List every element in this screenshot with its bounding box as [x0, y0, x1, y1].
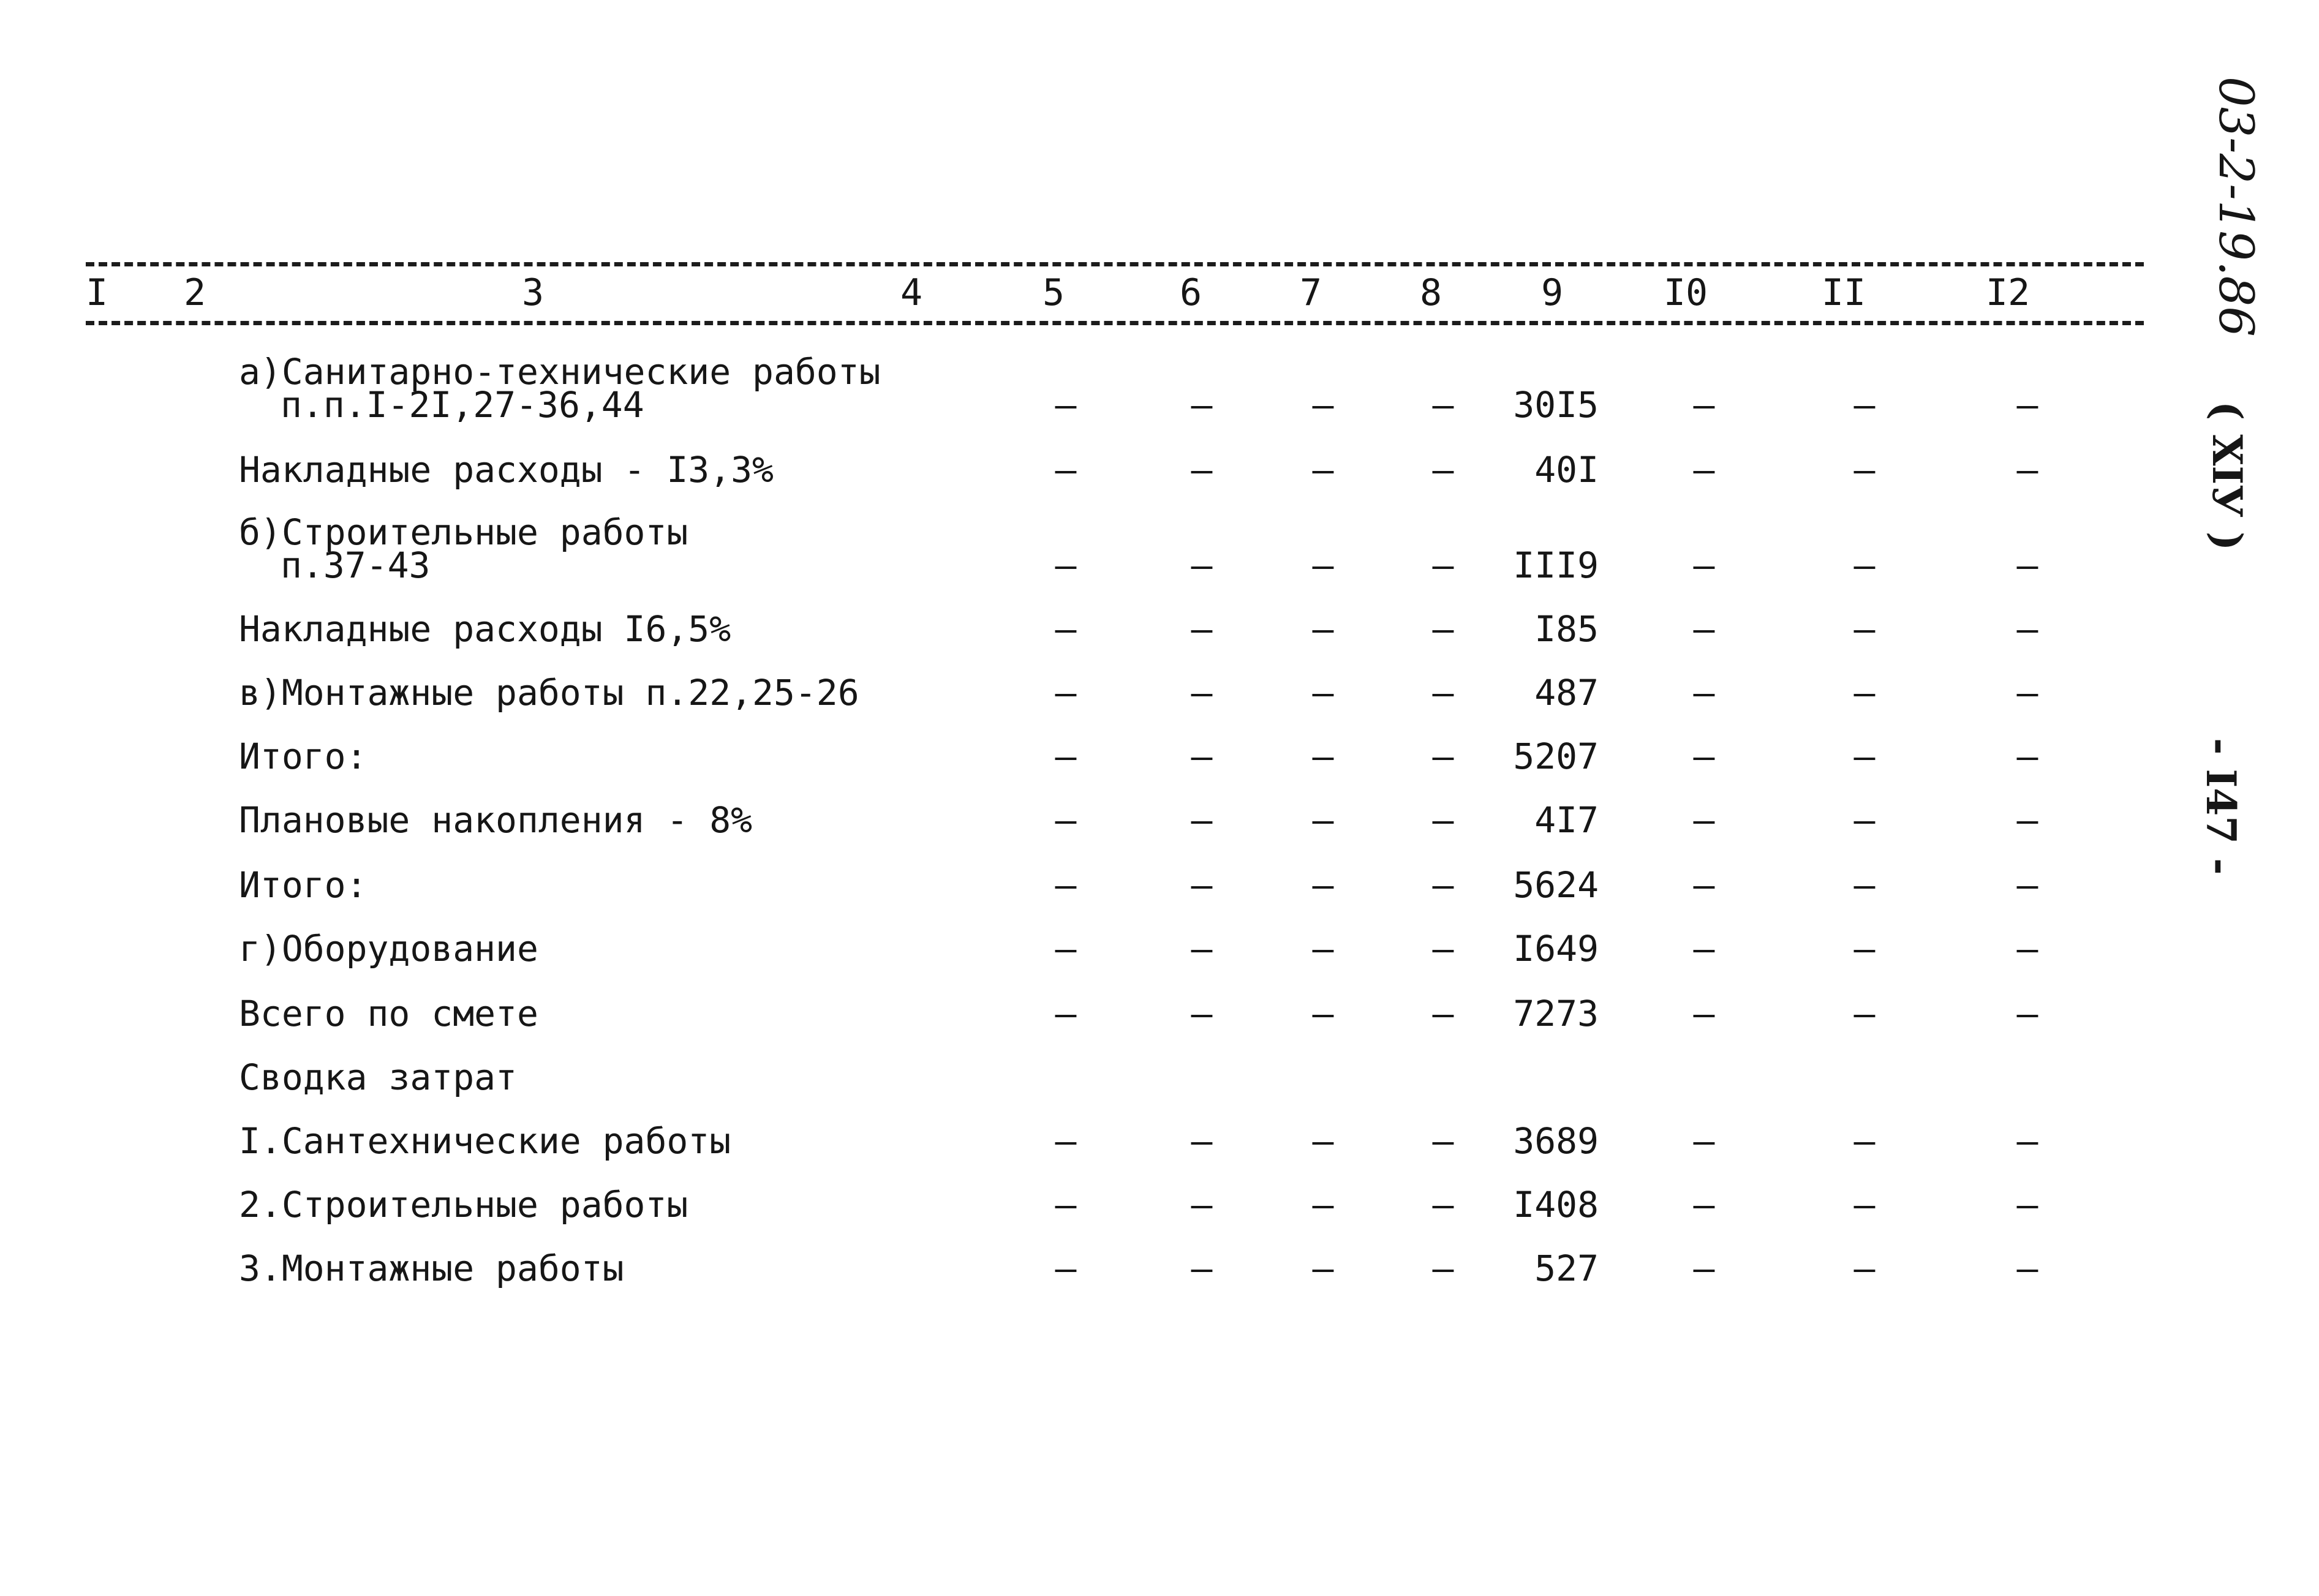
cell-col-8: –	[1432, 864, 1454, 906]
cell-col-9-value: 4I7	[1534, 799, 1599, 841]
cell-col-5: –	[1055, 449, 1077, 491]
row-label	[239, 736, 368, 777]
cell-col-12: –	[2016, 864, 2038, 906]
cell-col-12: –	[2016, 1120, 2038, 1162]
cell-col-10: –	[1693, 1120, 1715, 1162]
cell-col-12: –	[2016, 1184, 2038, 1225]
col-header-5: 5	[1042, 271, 1065, 314]
cell-col-8: –	[1432, 1248, 1454, 1289]
cell-col-10: –	[1693, 384, 1715, 426]
cell-col-11: –	[1853, 384, 1876, 426]
doc-code-handwritten: 03-2-19.86	[2208, 77, 2263, 337]
cell-col-9-value: I649	[1513, 928, 1599, 969]
cell-col-9-value: III9	[1513, 544, 1599, 586]
cell-col-8: –	[1432, 1184, 1454, 1225]
row-label	[239, 1184, 688, 1225]
row-label-line: I.Сантехнические работы	[239, 1120, 731, 1162]
cell-col-11: –	[1853, 799, 1876, 841]
cell-col-7: –	[1312, 928, 1334, 969]
cell-col-7: –	[1312, 1248, 1334, 1289]
cell-col-7: –	[1312, 672, 1334, 713]
cell-col-11: –	[1853, 449, 1876, 491]
cell-col-7: –	[1312, 799, 1334, 841]
header-top-rule	[86, 262, 2144, 266]
header-bottom-rule	[86, 321, 2144, 325]
row-label	[239, 928, 538, 969]
row-label-line: Сводка затрат	[239, 1056, 517, 1098]
cell-col-10: –	[1693, 449, 1715, 491]
cell-col-12: –	[2016, 449, 2038, 491]
cell-col-10: –	[1693, 993, 1715, 1034]
row-label-subline: п.37-43	[281, 544, 431, 586]
col-header-3: 3	[521, 271, 545, 314]
table-row	[0, 841, 2205, 906]
cell-col-6: –	[1191, 1184, 1213, 1225]
cell-col-5: –	[1055, 1184, 1077, 1225]
table-row	[0, 1097, 2205, 1162]
cell-col-8: –	[1432, 736, 1454, 777]
cell-col-7: –	[1312, 864, 1334, 906]
row-label-line: в)Монтажные работы п.22,25-26	[239, 672, 859, 713]
cell-col-5: –	[1055, 608, 1077, 650]
cell-col-8: –	[1432, 928, 1454, 969]
cell-col-10: –	[1693, 1184, 1715, 1225]
cell-col-7: –	[1312, 1184, 1334, 1225]
cell-col-5: –	[1055, 864, 1077, 906]
cell-col-7: –	[1312, 1120, 1334, 1162]
row-label-subline: п.п.I-2I,27-36,44	[281, 384, 644, 426]
cell-col-6: –	[1191, 993, 1213, 1034]
cell-col-11: –	[1853, 928, 1876, 969]
row-label	[239, 864, 368, 906]
cell-col-7: –	[1312, 544, 1334, 586]
cell-col-10: –	[1693, 672, 1715, 713]
cell-col-8: –	[1432, 544, 1454, 586]
cell-col-6: –	[1191, 799, 1213, 841]
table-row	[0, 426, 2205, 491]
cell-col-10: –	[1693, 799, 1715, 841]
table-row	[0, 649, 2205, 713]
cell-col-11: –	[1853, 1248, 1876, 1289]
cell-col-12: –	[2016, 736, 2038, 777]
cell-col-5: –	[1055, 799, 1077, 841]
cell-col-6: –	[1191, 608, 1213, 650]
cell-col-9-value: 40I	[1534, 449, 1599, 491]
cell-col-9-value: 30I5	[1513, 384, 1599, 426]
cell-col-8: –	[1432, 993, 1454, 1034]
col-header-4: 4	[900, 271, 923, 314]
cell-col-8: –	[1432, 799, 1454, 841]
cell-col-6: –	[1191, 736, 1213, 777]
cell-col-11: –	[1853, 608, 1876, 650]
cell-col-9-value: I408	[1513, 1184, 1599, 1225]
cell-col-12: –	[2016, 544, 2038, 586]
col-header-6: 6	[1179, 271, 1202, 314]
cell-col-6: –	[1191, 672, 1213, 713]
col-header-2: 2	[183, 271, 206, 314]
cell-col-9-value: 5207	[1513, 736, 1599, 777]
cell-col-12: –	[2016, 1248, 2038, 1289]
cell-col-12: –	[2016, 672, 2038, 713]
row-label	[239, 1248, 624, 1289]
cell-col-12: –	[2016, 993, 2038, 1034]
row-label-line: Накладные расходы - I3,3%	[239, 449, 774, 491]
cell-col-5: –	[1055, 672, 1077, 713]
row-label-line: а)Санитарно-технические работы	[239, 351, 881, 393]
cell-col-11: –	[1853, 672, 1876, 713]
row-label-line: б)Строительные работы	[239, 511, 688, 553]
cell-col-8: –	[1432, 672, 1454, 713]
cell-col-6: –	[1191, 544, 1213, 586]
cell-col-5: –	[1055, 736, 1077, 777]
cell-col-11: –	[1853, 993, 1876, 1034]
cell-col-8: –	[1432, 1120, 1454, 1162]
row-label-line: Накладные расходы I6,5%	[239, 608, 731, 650]
row-label	[239, 449, 774, 491]
cell-col-9-value: 5624	[1513, 864, 1599, 906]
page-number: - I47 -	[2197, 738, 2245, 875]
cell-col-7: –	[1312, 449, 1334, 491]
cell-col-10: –	[1693, 544, 1715, 586]
table-row	[0, 905, 2205, 969]
row-label	[239, 511, 688, 586]
cell-col-11: –	[1853, 1184, 1876, 1225]
table-row	[0, 970, 2205, 1034]
row-label	[239, 1120, 731, 1162]
table-row	[0, 1034, 2205, 1098]
col-header-9: 9	[1540, 271, 1564, 314]
cell-col-5: –	[1055, 384, 1077, 426]
cell-col-7: –	[1312, 993, 1334, 1034]
col-header-12: I2	[1985, 271, 2031, 314]
cell-col-5: –	[1055, 544, 1077, 586]
cell-col-12: –	[2016, 928, 2038, 969]
cell-col-9-value: 487	[1534, 672, 1599, 713]
cell-col-6: –	[1191, 864, 1213, 906]
row-label	[239, 799, 753, 841]
row-label	[239, 351, 881, 426]
cell-col-5: –	[1055, 993, 1077, 1034]
row-label	[239, 672, 859, 713]
cell-col-8: –	[1432, 384, 1454, 426]
cell-col-6: –	[1191, 928, 1213, 969]
cell-col-9-value: I85	[1534, 608, 1599, 650]
row-label-line: Итого:	[239, 736, 368, 777]
col-header-8: 8	[1419, 271, 1442, 314]
cell-col-11: –	[1853, 544, 1876, 586]
cell-col-5: –	[1055, 1120, 1077, 1162]
row-label	[239, 608, 731, 650]
cell-col-10: –	[1693, 608, 1715, 650]
row-label-line: Всего по смете	[239, 993, 538, 1034]
col-header-1: I	[85, 271, 108, 314]
cell-col-9-value: 7273	[1513, 993, 1599, 1034]
cell-col-7: –	[1312, 736, 1334, 777]
cell-col-10: –	[1693, 928, 1715, 969]
table-row	[0, 585, 2205, 650]
row-label-line: г)Оборудование	[239, 928, 538, 969]
col-header-11: II	[1821, 271, 1866, 314]
row-label-line: Плановые накопления - 8%	[239, 799, 753, 841]
row-label	[239, 1056, 517, 1098]
cell-col-9-value: 3689	[1513, 1120, 1599, 1162]
cell-col-10: –	[1693, 864, 1715, 906]
table-row	[0, 1161, 2205, 1225]
cell-col-6: –	[1191, 384, 1213, 426]
table-row	[0, 713, 2205, 777]
row-label-line: 3.Монтажные работы	[239, 1248, 624, 1289]
cell-col-6: –	[1191, 1120, 1213, 1162]
row-label-line: 2.Строительные работы	[239, 1184, 688, 1225]
cell-col-12: –	[2016, 384, 2038, 426]
cell-col-8: –	[1432, 449, 1454, 491]
table-row	[0, 351, 2205, 426]
cell-col-11: –	[1853, 736, 1876, 777]
cell-col-8: –	[1432, 608, 1454, 650]
cell-col-6: –	[1191, 1248, 1213, 1289]
cell-col-10: –	[1693, 736, 1715, 777]
cell-col-11: –	[1853, 864, 1876, 906]
table-row	[0, 511, 2205, 586]
cell-col-7: –	[1312, 384, 1334, 426]
cell-col-10: –	[1693, 1248, 1715, 1289]
cell-col-5: –	[1055, 1248, 1077, 1289]
row-label	[239, 993, 538, 1034]
cell-col-7: –	[1312, 608, 1334, 650]
table-row	[0, 1225, 2205, 1289]
cell-col-9-value: 527	[1534, 1248, 1599, 1289]
table-row	[0, 777, 2205, 841]
row-label-line: Итого:	[239, 864, 368, 906]
cell-col-6: –	[1191, 449, 1213, 491]
cell-col-12: –	[2016, 608, 2038, 650]
section-number: ( XIУ )	[2203, 401, 2251, 551]
col-header-7: 7	[1299, 271, 1322, 314]
cell-col-11: –	[1853, 1120, 1876, 1162]
cell-col-12: –	[2016, 799, 2038, 841]
cell-col-5: –	[1055, 928, 1077, 969]
col-header-10: I0	[1663, 271, 1708, 314]
